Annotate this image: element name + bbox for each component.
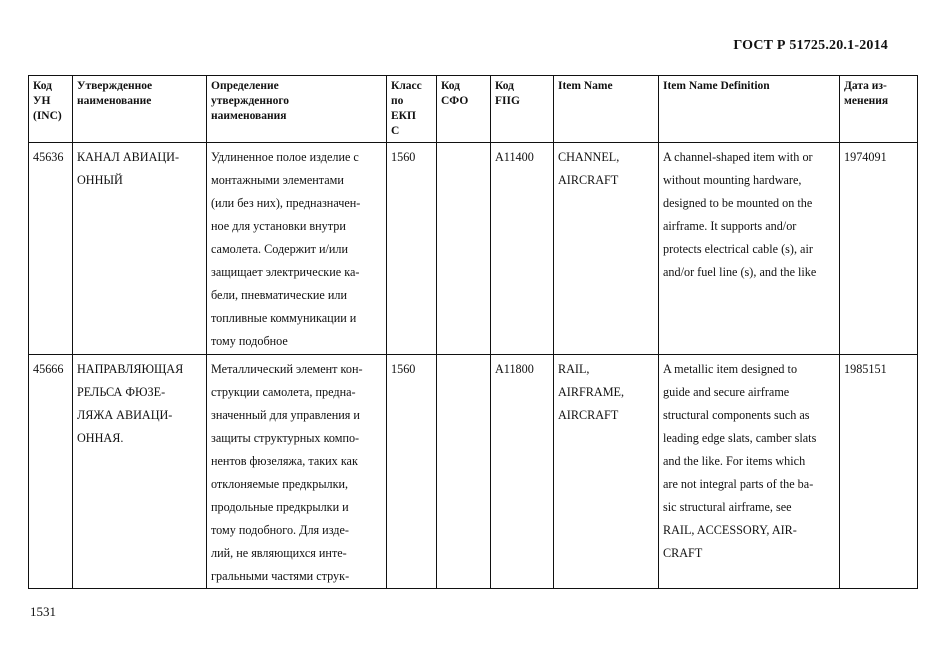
header-change-date: Дата из- менения bbox=[840, 76, 918, 143]
table-row bbox=[29, 355, 918, 589]
cell-item-name: RAIL, AIRFRAME, AIRCRAFT bbox=[554, 355, 659, 589]
cell-sfo bbox=[437, 355, 491, 589]
table-row bbox=[29, 143, 918, 355]
cell-definition: Удлиненное полое изделие с монтажными элементами (или без них), предназначен- ное для установки внутри самолета. Содержит и/или защищает электрические ка- бели, пневматические или топливные коммуникации и тому подобное bbox=[207, 143, 387, 355]
cell-approved-name: КАНАЛ АВИАЦИ- ОННЫЙ bbox=[73, 143, 207, 355]
document-title: ГОСТ Р 51725.20.1-2014 bbox=[733, 38, 888, 53]
cell-inc: 45636 bbox=[29, 143, 73, 355]
cell-class: 1560 bbox=[387, 143, 437, 355]
nomenclature-table bbox=[28, 75, 918, 589]
cell-inc: 45666 bbox=[29, 355, 73, 589]
header-fiig: Код FIIG bbox=[491, 76, 554, 143]
cell-fiig: A11400 bbox=[491, 143, 554, 355]
page-number: 1531 bbox=[30, 604, 56, 619]
header-approved-name: Утвержденное наименование bbox=[73, 76, 207, 143]
header-item-name-definition: Item Name Definition bbox=[659, 76, 840, 143]
cell-fiig: A11800 bbox=[491, 355, 554, 589]
cell-item-name: CHANNEL, AIRCRAFT bbox=[554, 143, 659, 355]
header-inc: Код УН (INC) bbox=[29, 76, 73, 143]
cell-change-date: 1985151 bbox=[840, 355, 918, 589]
cell-item-name-definition: A channel-shaped item with or without mounting hardware, designed to be mounted on the airframe. It supports and/or protects electrical cable (s), air and/or fuel line (s), and the like bbox=[659, 143, 840, 355]
cell-item-name-definition: A metallic item designed to guide and secure airframe structural components such as leading edge slats, camber slats and the like. For items which are not integral parts of the ba- sic structural airframe, see RAIL, ACCESSORY, AIR- CRAFT bbox=[659, 355, 840, 589]
table-header-row bbox=[29, 76, 918, 143]
cell-change-date: 1974091 bbox=[840, 143, 918, 355]
header-definition: Определение утвержденного наименования bbox=[207, 76, 387, 143]
cell-approved-name: НАПРАВЛЯЮЩАЯ РЕЛЬСА ФЮЗЕ- ЛЯЖА АВИАЦИ- ОННАЯ. bbox=[73, 355, 207, 589]
cell-class: 1560 bbox=[387, 355, 437, 589]
cell-sfo bbox=[437, 143, 491, 355]
cell-definition: Металлический элемент кон- струкции самолета, предна- значенный для управления и защиты структурных компо- нентов фюзеляжа, таких как отклоняемые предкрылки, продольные предкрылки и тому подобного. Для изде- лий, не являющихся инте- гральными частями струк- bbox=[207, 355, 387, 589]
header-sfo: Код СФО bbox=[437, 76, 491, 143]
header-item-name: Item Name bbox=[554, 76, 659, 143]
header-class: Класс по ЕКП С bbox=[387, 76, 437, 143]
